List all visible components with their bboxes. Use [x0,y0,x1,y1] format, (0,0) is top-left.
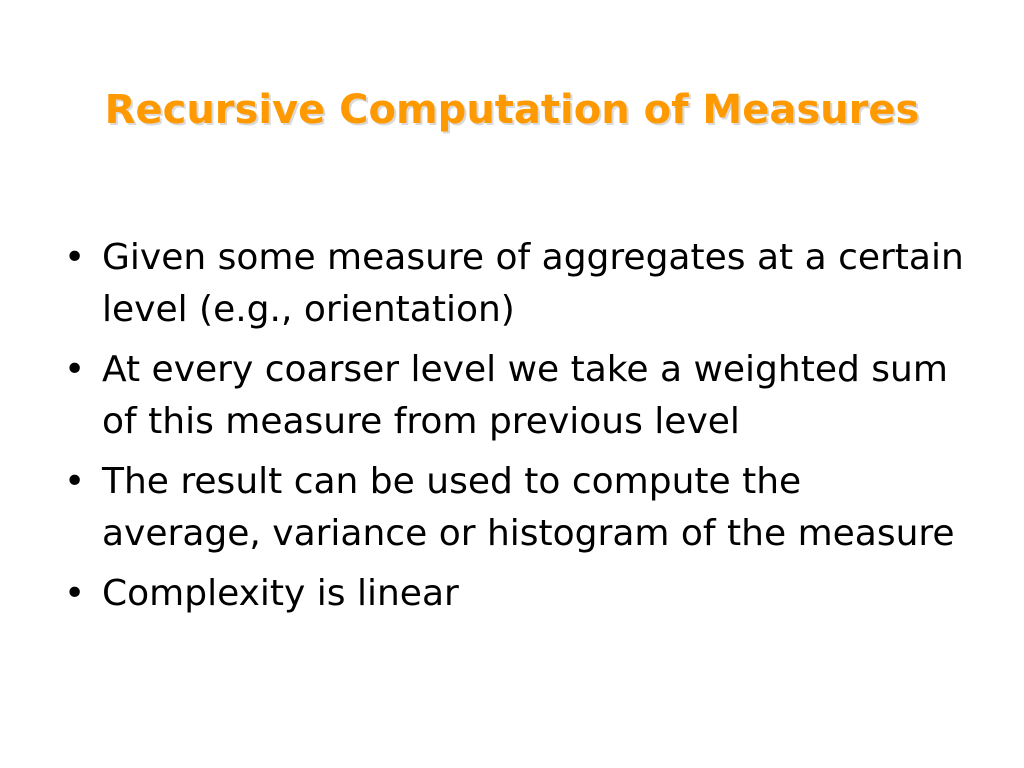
bullet-item [64,232,964,336]
bullet-text: Given some measure of aggregates at a certain level (e.g., orientation) [102,237,964,330]
bullet-text: The result can be used to compute the average, variance or histogram of the measure [102,461,955,554]
bullet-dot-icon: • [64,461,86,502]
bullet-item [64,344,964,448]
bullet-text: At every coarser level we take a weighted sum of this measure from previous level [102,349,948,442]
bullet-item [64,568,964,620]
slide-title: Recursive Computation of Measures [104,87,920,133]
bullet-dot-icon: • [64,573,86,614]
bullet-list [64,232,964,628]
bullet-dot-icon: • [64,237,86,278]
bullet-text: Complexity is linear [102,573,459,614]
bullet-dot-icon: • [64,349,86,390]
bullet-item [64,456,964,560]
